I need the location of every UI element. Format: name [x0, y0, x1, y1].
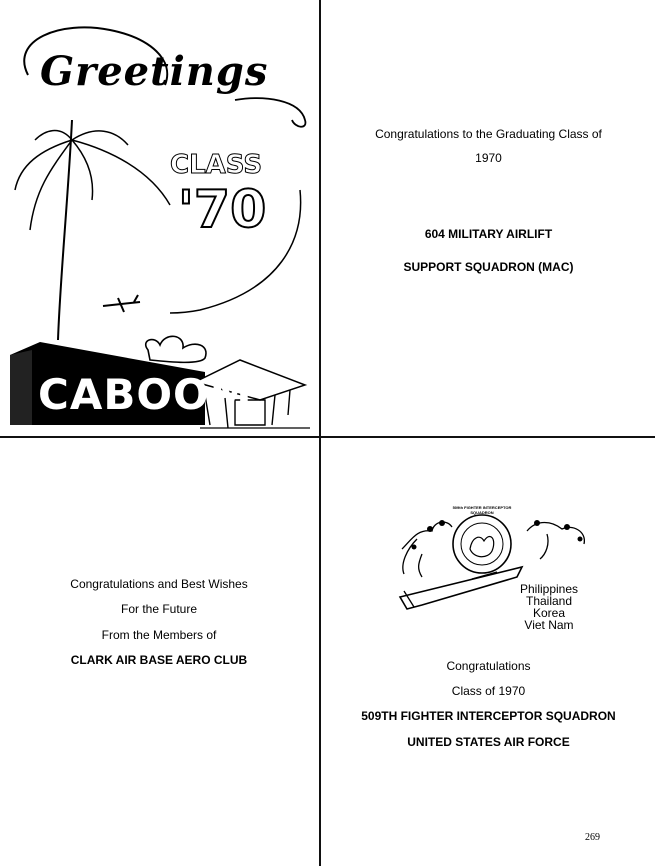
aero-club-name-line: CLARK AIR BASE AERO CLUB: [70, 653, 248, 667]
fighter-squadron-name-line: 509TH FIGHTER INTERCEPTOR SQUADRON: [361, 709, 616, 723]
place-item: Thailand: [525, 594, 573, 608]
place-item: Korea: [532, 606, 566, 620]
emblem-ring-text: 509th FIGHTER INTERCEPTOR SQUADRON: [452, 505, 512, 515]
squadron-emblem-drawing: [322, 439, 655, 639]
caboom-sign-text: CABOOM: [38, 370, 253, 419]
aero-club-ad-panel: [0, 439, 318, 866]
military-airlift-ad-panel: [322, 0, 655, 435]
place-item: Viet Nam: [524, 618, 574, 632]
squadron-subtitle-line: SUPPORT SQUADRON (MAC): [403, 260, 574, 274]
class-word: CLASS: [170, 150, 263, 180]
page-number: 269: [585, 832, 600, 843]
horizontal-divider: [0, 436, 655, 438]
place-item: Philippines: [519, 582, 579, 596]
future-line: For the Future: [120, 602, 198, 616]
members-line: From the Members of: [101, 628, 217, 642]
congratulations-line: Congratulations: [446, 659, 531, 673]
greetings-illustration-panel: [0, 0, 318, 435]
fighter-squadron-ad-panel: [322, 439, 655, 866]
class-year-line: Class of 1970: [451, 684, 526, 698]
deployment-places-list: [514, 583, 584, 631]
year-line: 1970: [475, 151, 502, 165]
congratulations-best-wishes-line: Congratulations and Best Wishes: [70, 577, 248, 591]
class-year: '70: [178, 180, 267, 240]
vertical-divider: [319, 0, 321, 866]
congratulations-graduating-line: Congratulations to the Graduating Class of: [375, 127, 602, 141]
air-force-line: UNITED STATES AIR FORCE: [407, 735, 570, 749]
squadron-name-line: 604 MILITARY AIRLIFT: [424, 227, 553, 241]
greeting-script-text: Greetings: [40, 48, 269, 95]
